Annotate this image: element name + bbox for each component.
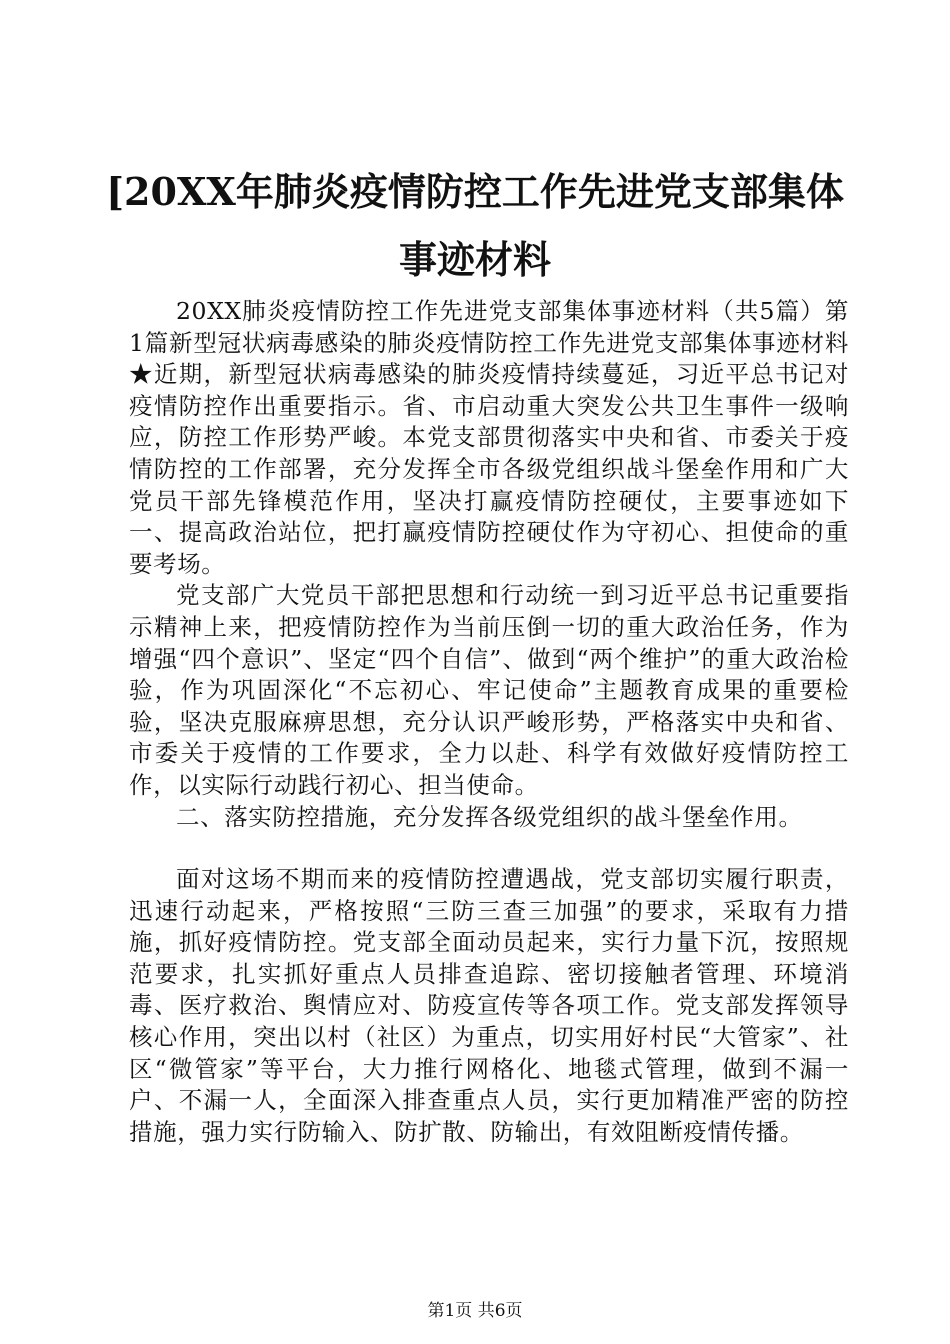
- paragraph-spacer: [129, 833, 849, 864]
- paragraph-prevention-measures: 面对这场不期而来的疫情防控遭遇战，党支部切实履行职责，迅速行动起来，严格按照“三防三查三加强”的要求，采取有力措施，抓好疫情防控。党支部全面动员起来，实行力量下沉，按照规范要求，扎实抓好重点人员排查追踪、密切接触者管理、环境消毒、医疗救治、舆情应对、防疫宣传等各项工作。党支部发挥领导核心作用，突出以村（社区）为重点，切实用好村民“大管家”、社区“微管家”等平台，大力推行网格化、地毯式管理，做到不漏一户、不漏一人，全面深入排查重点人员，实行更加精准严密的防控措施，强力实行防输入、防扩散、防输出，有效阻断疫情传播。: [129, 865, 849, 1146]
- page-number-footer: 第1页 共6页: [427, 1301, 523, 1321]
- document-title: [20XX年肺炎疫情防控工作先进党支部集体事迹材料: [106, 169, 844, 282]
- paragraph-political-position: 党支部广大党员干部把思想和行动统一到习近平总书记重要指示精神上来，把疫情防控作为当前压倒一切的重大政治任务，作为增强“四个意识”、坚定“四个自信”、做到“两个维护”的重大政治检验，作为巩固深化“不忘初心、牢记使命”主题教育成果的重要检验，坚决克服麻痹思想，充分认识严峻形势，严格落实中央和省、市委关于疫情的工作要求，全力以赴、科学有效做好疫情防控工作，以实际行动践行初心、担当使命。: [129, 581, 849, 799]
- paragraph-section-heading: 二、落实防控措施，充分发挥各级党组织的战斗堡垒作用。: [176, 802, 803, 831]
- document-body: [129, 296, 849, 1148]
- paragraph-intro: 20XX肺炎疫情防控工作先进党支部集体事迹材料（共5篇）第1篇新型冠状病毒感染的肺炎疫情防控工作先进党支部集体事迹材料★近期，新型冠状病毒感染的肺炎疫情持续蔓延，习近平总书记对疫情防控作出重要指示。省、市启动重大突发公共卫生事件一级响应，防控工作形势严峻。本党支部贯彻落实中央和省、市委关于疫情防控的工作部署，充分发挥全市各级党组织战斗堡垒作用和广大党员干部先锋模范作用，坚决打赢疫情防控硬仗，主要事迹如下一、提高政治站位，把打赢疫情防控硬仗作为守初心、担使命的重要考场。: [129, 297, 849, 578]
